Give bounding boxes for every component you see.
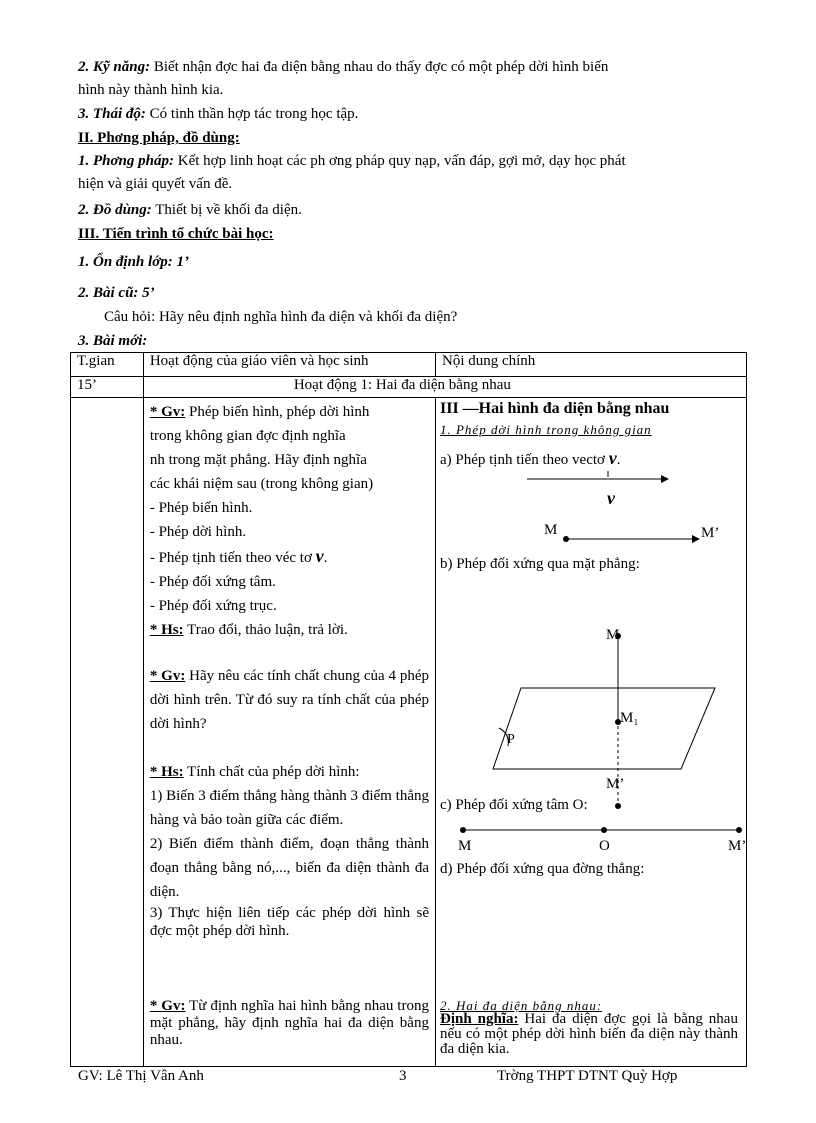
- section-3-heading: III. Tiến trình tổ chức bài học:: [78, 226, 274, 242]
- item-translation: - Phép tịnh tiến theo véc tơ v.: [149, 546, 328, 566]
- step-2: 2. Bài cũ: 5’: [78, 285, 155, 301]
- item-isometry: - Phép dời hình.: [149, 524, 247, 540]
- gv3-label: * Gv:: [149, 998, 186, 1014]
- activity-title: Hoạt động 1: Hai đa diện bằng nhau: [143, 377, 746, 398]
- old-lesson-question: Câu hỏi: Hãy nêu định nghĩa hình đa diện và khối đa diện?: [104, 309, 458, 325]
- header-activity: Hoạt động của giáo viên và học sinh: [143, 353, 435, 377]
- activity-title-row: [71, 377, 747, 398]
- hs2-label: * Hs:: [149, 764, 184, 780]
- footer-page-number: 3: [399, 1068, 407, 1084]
- hs1-text: Trao đổi, thảo luận, trả lời.: [183, 622, 348, 638]
- footer-school: Trờng THPT DTNT Quỳ Hợp: [497, 1068, 678, 1084]
- property-2: 2) Biến điểm thành điểm, đoạn thẳng thành đoạn thẳng bằng nó,..., biến đa diện thành đa diện.: [149, 836, 429, 900]
- label-m-prime-translation: M’: [700, 525, 720, 541]
- label-m-translation: M: [543, 522, 558, 538]
- section-2-heading: II. Phơng pháp, đồ dùng:: [78, 130, 240, 146]
- attitude-label: 3. Thái độ:: [78, 106, 146, 122]
- tools-text: Thiết bị về khối đa diện.: [151, 202, 302, 218]
- footer-teacher: GV: Lê Thị Vân Anh: [78, 1068, 204, 1084]
- vector-v-label: v: [608, 448, 617, 468]
- skill-line-2: hình này thành hình kia.: [78, 82, 224, 98]
- translation-arrowhead: [692, 535, 700, 543]
- point-m-central: [460, 827, 466, 833]
- item-axial-symmetry: - Phép đối xứng trục.: [149, 598, 277, 614]
- gv2-label: * Gv:: [149, 668, 186, 684]
- attitude-line: [78, 103, 740, 125]
- gv1-line-0: Phép biến hình, phép dời hình: [185, 404, 370, 420]
- tools-label: 2. Đồ dùng:: [78, 202, 152, 218]
- item-c: c) Phép đối xứng tâm O:: [439, 797, 588, 813]
- item-translation-text: - Phép tịnh tiến theo véc tơ: [149, 550, 312, 566]
- label-o: O: [598, 838, 610, 854]
- skill-label: 2. Kỹ năng:: [78, 59, 151, 75]
- gv2-text: Hãy nêu các tính chất chung của 4 phép dời hình trên. Từ đó suy ra tính chất của phép dời hình?: [149, 668, 429, 732]
- gv1-line-1: trong không gian đợc định nghĩa: [149, 428, 346, 444]
- vector-v-symbol: v: [315, 546, 324, 566]
- right-subtitle-2: 2. Hai đa diện bằng nhau:: [439, 998, 603, 1013]
- label-m-plane: M: [605, 627, 620, 643]
- skill-line-1: [78, 56, 740, 78]
- right-title: III —Hai hình đa diện bằng nhau: [439, 400, 670, 417]
- attitude-text: Có tinh thần hợp tác trong học tập.: [145, 106, 359, 122]
- hs1-label: * Hs:: [149, 622, 184, 638]
- point-m-translation: [563, 536, 569, 542]
- empty-time-cell: [71, 398, 144, 1067]
- activity-content-row: [71, 398, 747, 1067]
- item-b: b) Phép đối xứng qua mặt phẳng:: [439, 556, 640, 572]
- plane-p: [493, 688, 715, 769]
- vector-v-caption: v: [606, 488, 615, 508]
- item-d: d) Phép đối xứng qua đờng thẳng:: [439, 861, 645, 877]
- right-subtitle-1: 1. Phép dời hình trong không gian: [439, 422, 652, 437]
- label-p: P: [506, 732, 515, 747]
- skill-text: Biết nhận đợc hai đa diện bằng nhau do thấy đợc có một phép dời hình biến: [150, 59, 609, 75]
- gv3-text: Từ định nghĩa hai hình bằng nhau trong mặt phẳng, hãy định nghĩa hai đa diện bằng nhau.: [149, 998, 429, 1048]
- label-m1: M₁: [619, 710, 639, 726]
- hs2-text: Tính chất của phép dời hình:: [183, 764, 360, 780]
- geometry-figures: [436, 398, 746, 1066]
- definition: [440, 1012, 738, 1057]
- lesson-table: [70, 352, 747, 1067]
- gv1-label: * Gv:: [149, 404, 186, 420]
- item-a: a) Phép tịnh tiến theo vectơ v.: [439, 448, 621, 468]
- step-1: 1. Ổn định lớp: 1’: [78, 254, 189, 270]
- time-cell: 15’: [71, 377, 144, 398]
- definition-text: Hai đa diện đợc gọi là bằng nhau nếu có một phép dời hình biến đa diện này thành đa diện kia.: [439, 1011, 738, 1057]
- method-line-2: hiện và giải quyết vấn đề.: [78, 176, 233, 192]
- teacher-student-cell: [143, 398, 435, 1067]
- label-m-prime-plane: M’: [605, 776, 625, 792]
- gv1-line-3: các khái niệm sau (trong không gian): [149, 476, 374, 492]
- label-m-prime-central: M’: [727, 838, 747, 854]
- gv1-line-2: nh trong mặt phẳng. Hãy định nghĩa: [149, 452, 367, 468]
- point-o: [601, 827, 607, 833]
- property-1: 1) Biến 3 điểm thẳng hàng thành 3 điểm thẳng hàng và bảo toàn giữa các điểm.: [149, 788, 429, 828]
- step-3: 3. Bài mới:: [78, 333, 148, 349]
- point-m-prime-central: [736, 827, 742, 833]
- point-m-prime-plane: [615, 803, 621, 809]
- item-a-text: a) Phép tịnh tiến theo vectơ: [439, 452, 605, 468]
- main-content-cell: [435, 398, 746, 1067]
- method-label: 1. Phơng pháp:: [78, 153, 174, 169]
- property-3: 3) Thực hiện liên tiếp các phép dời hình sẽ đợc một phép dời hình.: [149, 905, 429, 939]
- vector-v-arrowhead: [661, 475, 669, 483]
- header-content: Nội dung chính: [435, 353, 746, 377]
- definition-label: Định nghĩa:: [439, 1011, 519, 1027]
- label-m-central: M: [457, 838, 472, 854]
- item-transform: - Phép biến hình.: [149, 500, 253, 516]
- method-text: Kết hợp linh hoạt các ph ơng pháp quy nạp, vấn đáp, gợi mở, dạy học phát: [173, 153, 626, 169]
- item-central-symmetry: - Phép đối xứng tâm.: [149, 574, 276, 590]
- table-header-row: [71, 353, 747, 377]
- method-line-1: [78, 150, 740, 172]
- header-time: T.gian: [71, 353, 144, 377]
- tools-line: [78, 199, 740, 221]
